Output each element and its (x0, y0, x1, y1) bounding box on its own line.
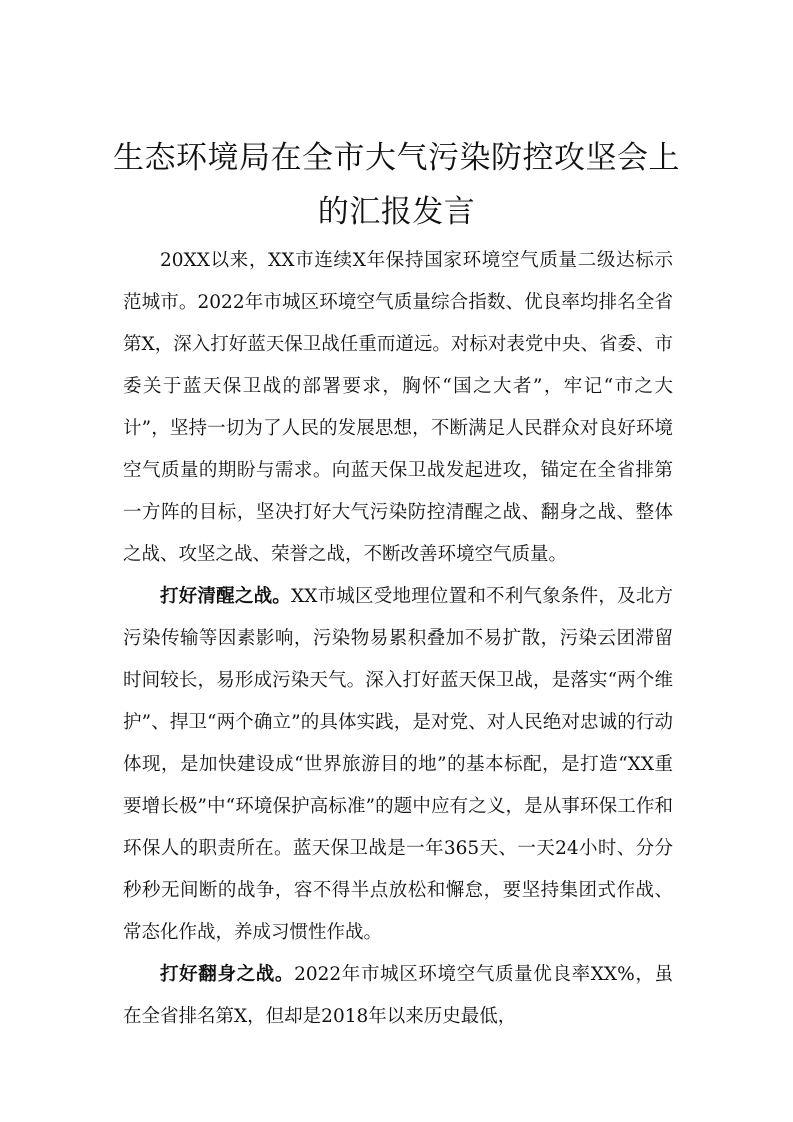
paragraph-turnaround-battle-heading: 打好翻身之战。 (160, 964, 295, 985)
paragraph-intro-text: 20XX以来，XX市连续X年保持国家环境空气质量二级达标示范城市。2022年市城区环境空气质量综合指数、优良率均排名全省第X，深入打好蓝天保卫战任重而道远。对标对表党中央、省委、市委关于蓝天保卫战的部署要求，胸怀“国之大者”，牢记“市之大计”，坚持一切为了人民的发展思想，不断满足人民群众对良好环境空气质量的期盼与需求。向蓝天保卫战发起进攻，锚定在全省排第一方阵的目标，坚决打好大气污染防控清醒之战、翻身之战、整体之战、攻坚之战、荣誉之战，不断改善环境空气质量。 (123, 250, 673, 565)
document-body (123, 240, 673, 1038)
paragraph-turnaround-battle (123, 954, 673, 1038)
paragraph-clear-battle (123, 576, 673, 954)
paragraph-intro (123, 240, 673, 576)
paragraph-turnaround-battle-text: 2022年市城区环境空气质量优良率XX%，虽在全省排名第X，但却是2018年以来历史最低， (123, 964, 673, 1027)
document-title-line-1: 生态环境局在全市大气污染防控攻坚会上 (113, 140, 680, 176)
paragraph-clear-battle-heading: 打好清醒之战。 (160, 586, 292, 607)
paragraph-clear-battle-text: XX市城区受地理位置和不利气象条件，及北方污染传输等因素影响，污染物易累积叠加不易扩散，污染云团滞留时间较长，易形成污染天气。深入打好蓝天保卫战，是落实“两个维护”、捍卫“两个确立”的具体实践，是对党、对人民绝对忠诚的行动体现，是加快建设成“世界旅游目的地”的基本标配，是打造“XX重要增长极”中“环境保护高标准”的题中应有之义，是从事环保工作和环保人的职责所在。蓝天保卫战是一年365天、一天24小时、分分秒秒无间断的战争，容不得半点放松和懈怠，要坚持集团式作战、常态化作战，养成习惯性作战。 (123, 586, 673, 943)
document-title-line-2: 的汇报发言 (317, 194, 476, 230)
